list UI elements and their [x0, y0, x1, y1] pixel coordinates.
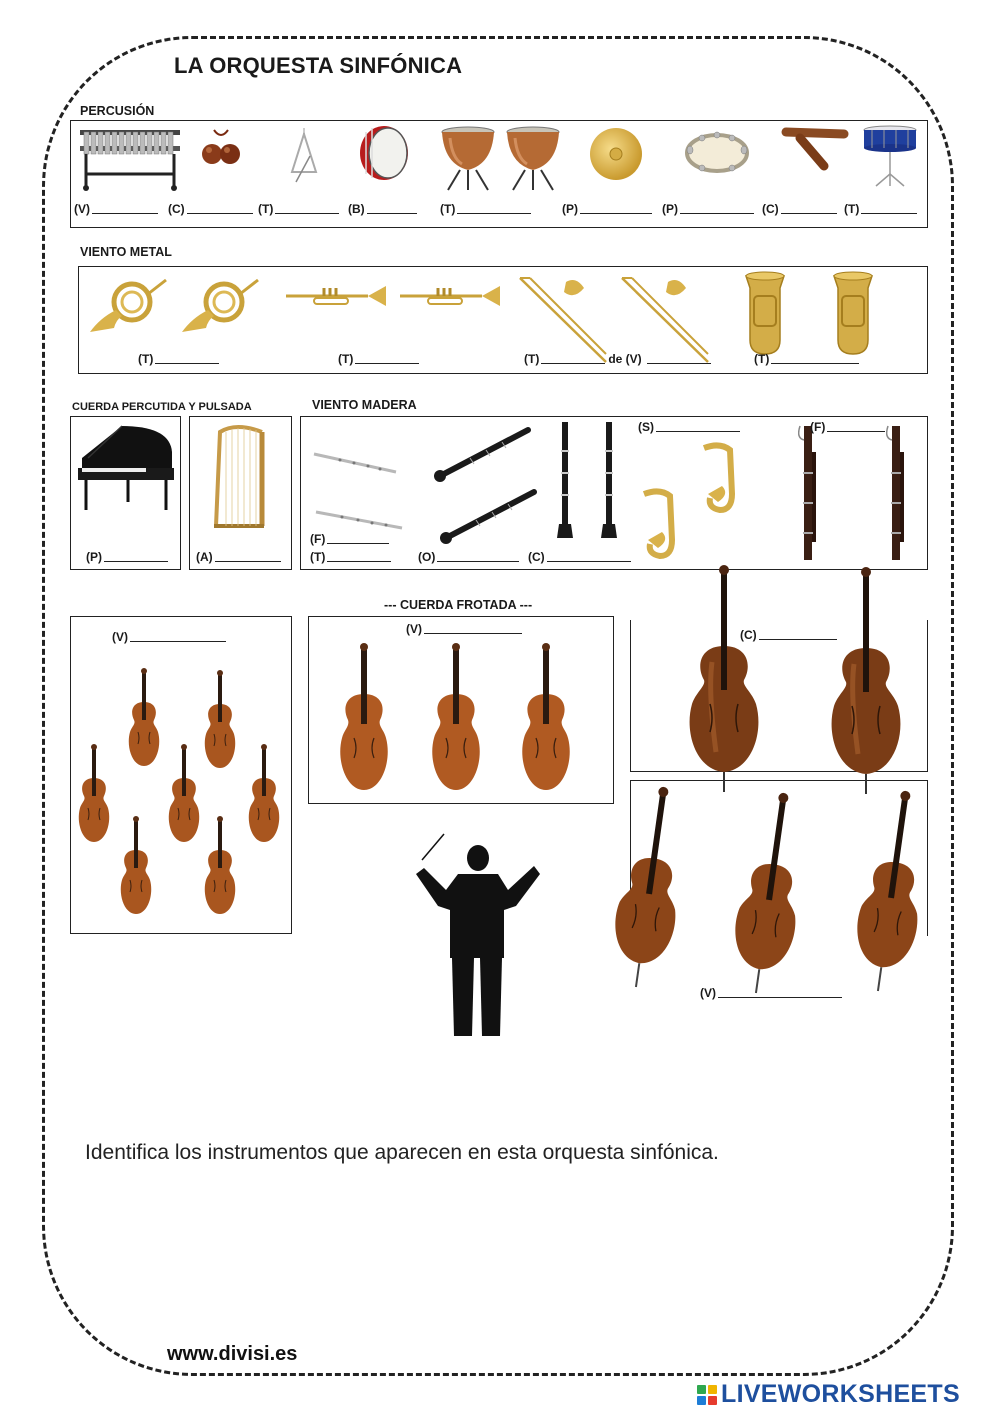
- oboe-icon: [430, 424, 534, 484]
- section-percussion-heading: PERCUSIÓN: [80, 104, 155, 118]
- website-link[interactable]: www.divisi.es: [167, 1343, 298, 1365]
- answer-field-percussion[interactable]: [562, 202, 652, 216]
- answer-prefix: (T): [440, 202, 456, 216]
- violin-icon: [200, 814, 240, 918]
- french-horn-icon: [178, 276, 262, 334]
- answer-field-tuba[interactable]: [754, 352, 859, 366]
- contrabass-icon: [682, 562, 766, 794]
- answer-prefix: (P): [86, 550, 102, 564]
- violin-icon: [74, 742, 114, 846]
- answer-prefix: (F): [310, 532, 326, 546]
- page-title: LA ORQUESTA SINFÓNICA: [174, 53, 463, 78]
- castanets-icon: [200, 126, 242, 170]
- french-horn-icon: [86, 276, 170, 334]
- section-woodwind-heading: VIENTO MADERA: [312, 398, 417, 412]
- answer-prefix: (T): [338, 352, 354, 366]
- answer-field-percussion[interactable]: [258, 202, 339, 216]
- answer-prefix: (O): [418, 550, 436, 564]
- violin-icon: [116, 814, 156, 918]
- clarinet-icon: [600, 420, 618, 540]
- liveworksheets-mark-icon: [697, 1385, 717, 1405]
- answer-field-percussion[interactable]: [844, 202, 917, 216]
- timpani-icon: [440, 124, 496, 192]
- section-bowed-heading: --- CUERDA FROTADA ---: [384, 598, 533, 612]
- answer-field-violin[interactable]: [112, 630, 226, 644]
- answer-field-percussion[interactable]: [74, 202, 158, 216]
- answer-field-percussion[interactable]: [440, 202, 531, 216]
- bassoon-icon: [886, 422, 910, 562]
- answer-prefix: (C): [528, 550, 545, 564]
- answer-prefix: (V): [700, 986, 716, 1000]
- answer-connector: de (V): [608, 352, 642, 366]
- flute-icon: [310, 448, 400, 476]
- answer-field-percussion[interactable]: [348, 202, 417, 216]
- answer-prefix: (F): [810, 420, 826, 434]
- answer-field-bassoon[interactable]: [810, 420, 885, 434]
- oboe-icon: [436, 486, 540, 546]
- answer-field-saxophone[interactable]: [638, 420, 740, 434]
- instruction-text: Identifica los instrumentos que aparecen en esta orquesta sinfónica.: [85, 1141, 719, 1164]
- answer-field-percussion[interactable]: [662, 202, 754, 216]
- answer-field-viola[interactable]: [406, 622, 522, 636]
- answer-field-horn[interactable]: [138, 352, 219, 366]
- liveworksheets-logo: [697, 1380, 960, 1409]
- answer-prefix: (C): [168, 202, 185, 216]
- snare-drum-icon: [862, 124, 918, 188]
- answer-prefix: (V): [406, 622, 422, 636]
- violin-icon: [200, 668, 240, 772]
- answer-prefix: (A): [196, 550, 213, 564]
- answer-prefix: (T): [138, 352, 154, 366]
- saxophone-icon: [640, 486, 692, 562]
- violin-icon: [244, 742, 284, 846]
- conductor-icon: [408, 830, 548, 1038]
- cello-icon: [732, 790, 808, 996]
- answer-prefix: (T): [258, 202, 274, 216]
- trumpet-icon: [284, 284, 388, 312]
- cello-icon: [612, 784, 688, 990]
- answer-prefix: (C): [762, 202, 779, 216]
- contrabass-icon: [824, 564, 908, 796]
- answer-field-flute[interactable]: [310, 532, 389, 546]
- grand-piano-icon: [74, 422, 178, 514]
- tambourine-icon: [684, 130, 750, 176]
- answer-field-percussion[interactable]: [168, 202, 253, 216]
- answer-prefix: (P): [662, 202, 678, 216]
- answer-prefix: (T): [524, 352, 540, 366]
- triangle-icon: [288, 126, 320, 184]
- tuba-icon: [828, 270, 878, 358]
- section-brass-heading: VIENTO METAL: [80, 245, 172, 259]
- answer-field-oboe[interactable]: [418, 550, 519, 564]
- answer-field-piano[interactable]: [86, 550, 168, 564]
- flute-icon: [312, 504, 406, 532]
- clarinet-icon: [556, 420, 574, 540]
- saxophone-icon: [700, 440, 752, 516]
- answer-prefix: (C): [740, 628, 757, 642]
- answer-prefix: (S): [638, 420, 654, 434]
- answer-prefix: (T): [310, 550, 326, 564]
- viola-icon: [516, 640, 576, 796]
- bass-drum-icon: [358, 124, 410, 182]
- timpani-icon: [505, 124, 561, 192]
- answer-prefix: (T): [844, 202, 860, 216]
- cymbal-icon: [588, 126, 644, 182]
- viola-icon: [334, 640, 394, 796]
- answer-prefix: (T): [754, 352, 770, 366]
- harp-icon: [206, 422, 272, 532]
- claves-icon: [780, 124, 850, 172]
- cello-icon: [854, 788, 930, 994]
- tuba-icon: [740, 270, 790, 358]
- answer-prefix: (B): [348, 202, 365, 216]
- liveworksheets-wordmark: LIVEWORKSHEETS: [721, 1380, 960, 1408]
- xylophone-icon: [78, 124, 182, 192]
- answer-prefix: (V): [112, 630, 128, 644]
- answer-prefix: (V): [74, 202, 90, 216]
- viola-icon: [426, 640, 486, 796]
- answer-field-harp[interactable]: [196, 550, 281, 564]
- answer-prefix: (P): [562, 202, 578, 216]
- violin-icon: [164, 742, 204, 846]
- answer-field-trombone[interactable]: [524, 352, 711, 366]
- section-struck-plucked-heading: CUERDA PERCUTIDA Y PULSADA: [72, 401, 252, 413]
- answer-field-flute[interactable]: [310, 550, 391, 564]
- answer-field-percussion[interactable]: [762, 202, 837, 216]
- answer-field-clarinet[interactable]: [528, 550, 631, 564]
- trumpet-icon: [398, 284, 502, 312]
- violin-icon: [124, 666, 164, 770]
- bassoon-icon: [798, 422, 822, 562]
- answer-field-trumpet[interactable]: [338, 352, 419, 366]
